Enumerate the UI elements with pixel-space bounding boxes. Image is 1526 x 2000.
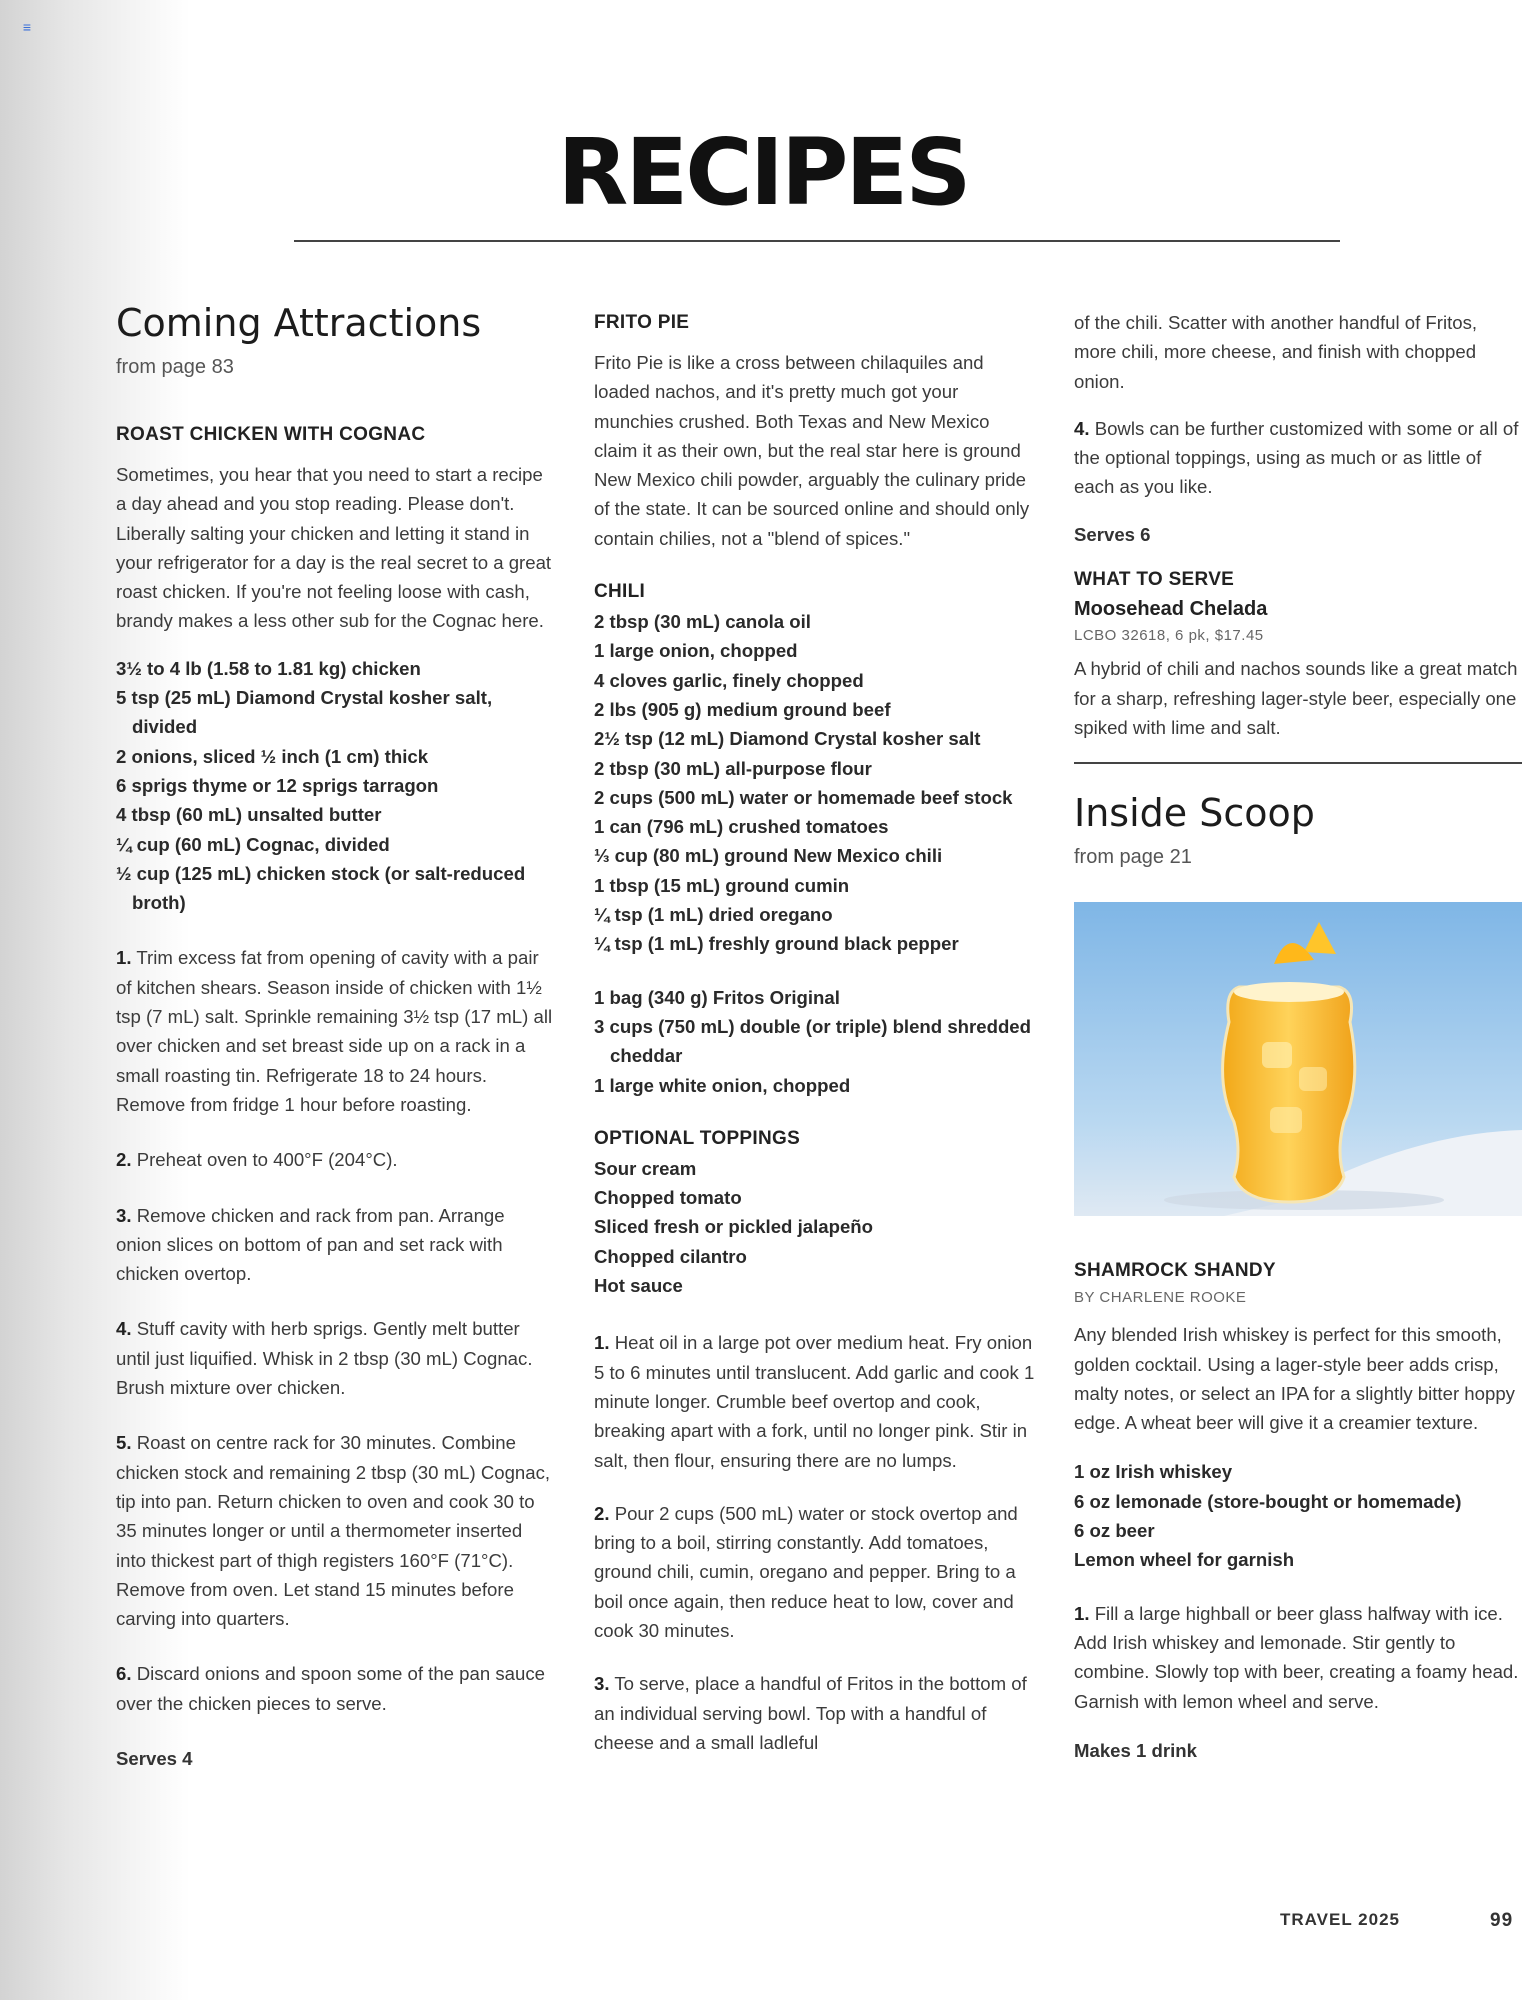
menu-icon[interactable]: ≡ — [22, 19, 32, 35]
ingredient-item: 2 tbsp (30 mL) canola oil — [594, 611, 811, 633]
recipe-intro: Sometimes, you hear that you need to start a recipe a day ahead and you stop reading. Please don't. Liberally salting your chicken and letting it stand in your refrigerator for a day is the real secret to a great roast chicken. If you're not feeling loose with cash, brandy makes a less other sub for the Cognac here. — [116, 464, 552, 632]
ingredient-item: 6 sprigs thyme or 12 sprigs tarragon — [116, 774, 439, 796]
serves-note: Serves 4 — [116, 1747, 193, 1769]
recipe-intro: Any blended Irish whiskey is perfect for this smooth, golden cocktail. Using a lager-style beer adds crisp, malty notes, or select an IPA for a slightly bitter hoppy edge. A wheat beer will give it a creamier texture. — [1074, 1324, 1515, 1434]
section-title-coming-attractions: Coming Attractions — [116, 301, 482, 345]
from-page-note: from page 83 — [116, 356, 234, 378]
section-title-inside-scoop: Inside Scoop — [1074, 791, 1315, 836]
ingredient-item: 1 tbsp (15 mL) ground cumin — [594, 874, 850, 896]
step-number: 2. — [116, 1149, 132, 1171]
section-divider — [1074, 762, 1522, 764]
ingredient-item: ¼ cup (60 mL) Cognac, divided — [116, 833, 390, 855]
ingredient-item: ¼ tsp (1 mL) dried oregano — [594, 904, 833, 926]
ingredient-item: 4 tbsp (60 mL) unsalted butter — [116, 804, 382, 826]
method-step — [1074, 414, 1524, 502]
method-step — [594, 1328, 1036, 1474]
ingredient-item: 2 cups (500 mL) water or homemade beef stock — [594, 786, 1013, 808]
toppings-list — [594, 1154, 1036, 1300]
step-number: 6. — [116, 1663, 132, 1685]
serves-note: Serves 6 — [1074, 523, 1151, 545]
method-step — [116, 1145, 554, 1174]
method-step — [116, 943, 554, 1119]
ingredient-item: 4 cloves garlic, finely chopped — [594, 669, 864, 691]
step-text: Heat oil in a large pot over medium heat. Fry onion 5 to 6 minutes until translucent. Add garlic and cook 1 minute longer. Crumble beef overtop and cook, breaking apart with a fork, until no longer pink. Stir in salt, then flour, ensuring there are no lumps. — [594, 1332, 1035, 1471]
ingredient-item: 3½ to 4 lb (1.58 to 1.81 kg) chicken — [116, 657, 421, 679]
right-column — [1074, 308, 1524, 1765]
ingredient-item: 1 oz Irish whiskey — [1074, 1461, 1233, 1483]
step-number: 2. — [594, 1502, 610, 1524]
beverage-note: A hybrid of chili and nachos sounds like a great match for a sharp, refreshing lager-style beer, especially one spiked with lime and salt. — [1074, 658, 1518, 738]
step-text: Remove chicken and rack from pan. Arrange onion slices on bottom of pan and set rack with chicken overtop. — [116, 1204, 505, 1285]
ingredient-item: 3 cups (750 mL) double (or triple) blend shredded cheddar — [594, 1015, 1032, 1067]
step-text: Roast on centre rack for 30 minutes. Combine chicken stock and remaining 2 tbsp (30 mL) Cognac, tip into pan. Return chicken to oven and cook 30 to 35 minutes longer or until a thermometer inserted into thickest part of thigh registers 160°F (71°C). Remove from oven. Let stand 15 minutes before carving into quarters. — [116, 1432, 551, 1630]
step-number: 4. — [116, 1318, 132, 1340]
step-text: Fill a large highball or beer glass halfway with ice. Add Irish whiskey and lemonade. Stir gently to combine. Slowly top with beer, creating a foamy head. Garnish with lemon wheel and serve. — [1074, 1602, 1519, 1712]
recipe-byline: BY CHARLENE ROOKE — [1074, 1289, 1247, 1307]
method-step — [594, 1499, 1036, 1645]
recipe-title-frito-pie: FRITO PIE — [594, 312, 690, 333]
chili-heading: CHILI — [594, 581, 646, 603]
from-page-note: from page 21 — [1074, 846, 1192, 869]
method-step — [116, 1314, 554, 1402]
method-step — [1074, 1599, 1524, 1716]
continued-step-text: of the chili. Scatter with another handful of Fritos, more chili, more cheese, and finish with chopped onion. — [1074, 312, 1478, 392]
step-number: 1. — [594, 1332, 610, 1354]
ingredient-item: 5 tsp (25 mL) Diamond Crystal kosher salt, divided — [116, 687, 493, 738]
cocktail-photo — [1074, 902, 1522, 1216]
recipe-title-shamrock-shandy: SHAMROCK SHANDY — [1074, 1260, 1276, 1282]
recipe-intro: Frito Pie is like a cross between chilaquiles and loaded nachos, and it's pretty much got your munchies crushed. Both Texas and New Mexico claim it as their own, but the real star here is ground New Mexico chili powder, arguably the culinary pride of the state. It can be sourced online and should only contain chilies, not a "blend of spices." — [594, 352, 1030, 549]
step-text: Pour 2 cups (500 mL) water or stock overtop and bring to a boil, stirring constantly. Add tomatoes, ground chili, cumin, oregano and pepper. Bring to a boil once again, then reduce heat to low, cover and cook 30 minutes. — [594, 1502, 1018, 1641]
topping-item: Hot sauce — [594, 1275, 683, 1297]
ingredient-item: 1 large white onion, chopped — [594, 1074, 851, 1096]
topping-item: Sliced fresh or pickled jalapeño — [594, 1216, 873, 1238]
ingredient-item: ¼ tsp (1 mL) freshly ground black pepper — [594, 933, 959, 955]
beverage-name: Moosehead Chelada — [1074, 598, 1268, 621]
step-number: 1. — [116, 947, 132, 969]
ingredient-item: 6 oz beer — [1074, 1520, 1155, 1542]
method-step — [116, 1201, 554, 1289]
ingredient-item: 1 bag (340 g) Fritos Original — [594, 986, 840, 1008]
method-step — [116, 1428, 554, 1633]
ingredient-list — [116, 654, 554, 918]
step-text: Stuff cavity with herb sprigs. Gently melt butter until just liquified. Whisk in 2 tbsp (30 mL) Cognac. Brush mixture over chicken. — [116, 1318, 533, 1399]
footer-issue: TRAVEL 2025 — [1280, 1910, 1400, 1929]
topping-item: Chopped tomato — [594, 1187, 742, 1209]
middle-column — [594, 308, 1036, 1757]
makes-note: Makes 1 drink — [1074, 1739, 1197, 1761]
ingredient-item: Lemon wheel for garnish — [1074, 1549, 1295, 1571]
assembly-ingredient-list — [594, 983, 1036, 1100]
step-number: 3. — [594, 1673, 610, 1695]
step-number: 5. — [116, 1432, 132, 1454]
topping-item: Sour cream — [594, 1157, 697, 1179]
left-column — [116, 300, 554, 1773]
chili-ingredient-list — [594, 607, 1036, 959]
step-text: Bowls can be further customized with some or all of the optional toppings, using as much or as little of each as you like. — [1074, 417, 1519, 498]
ingredient-item: 1 large onion, chopped — [594, 640, 798, 662]
ingredient-item: ½ cup (125 mL) chicken stock (or salt-reduced broth) — [116, 862, 526, 914]
step-number: 4. — [1074, 417, 1090, 439]
ingredient-item: 2 lbs (905 g) medium ground beef — [594, 698, 891, 720]
ingredient-item: 2 tbsp (30 mL) all-purpose flour — [594, 757, 872, 779]
method-step — [116, 1659, 554, 1718]
topping-item: Chopped cilantro — [594, 1245, 747, 1267]
ingredient-item: 2 onions, sliced ½ inch (1 cm) thick — [116, 745, 429, 767]
recipe-title-roast-chicken: ROAST CHICKEN WITH COGNAC — [116, 424, 426, 445]
ingredient-item: 1 can (796 mL) crushed tomatoes — [594, 816, 889, 838]
footer-page-number: 99 — [1490, 1910, 1514, 1931]
beverage-details: LCBO 32618, 6 pk, $17.45 — [1074, 627, 1264, 645]
toppings-heading: OPTIONAL TOPPINGS — [594, 1127, 801, 1149]
ingredient-item: 2½ tsp (12 mL) Diamond Crystal kosher salt — [594, 728, 981, 750]
step-text: Discard onions and spoon some of the pan sauce over the chicken pieces to serve. — [116, 1663, 545, 1714]
step-number: 3. — [116, 1204, 132, 1226]
cocktail-ingredient-list — [1074, 1457, 1524, 1574]
cocktail-illustration — [1074, 902, 1522, 1216]
what-to-serve-heading: WHAT TO SERVE — [1074, 569, 1235, 591]
step-number: 1. — [1074, 1602, 1090, 1624]
ingredient-item: 6 oz lemonade (store-bought or homemade) — [1074, 1490, 1462, 1512]
step-text: Preheat oven to 400°F (204°C). — [136, 1149, 398, 1171]
step-text: Trim excess fat from opening of cavity with a pair of kitchen shears. Season inside of chicken with 1½ tsp (7 mL) salt. Sprinkle remaining 3½ tsp (17 mL) all over chicken and set breast side up on a rack in a small roasting tin. Refrigerate 18 to 24 hours. Remove from fridge 1 hour before roasting. — [116, 947, 553, 1115]
ingredient-item: ⅓ cup (80 mL) ground New Mexico chili — [594, 845, 943, 867]
page-title: RECIPES — [557, 119, 969, 226]
step-text: To serve, place a handful of Fritos in the bottom of an individual serving bowl. Top with a handful of cheese and a small ladleful — [594, 1673, 1027, 1753]
method-step — [594, 1669, 1036, 1757]
title-rule — [294, 240, 1340, 242]
